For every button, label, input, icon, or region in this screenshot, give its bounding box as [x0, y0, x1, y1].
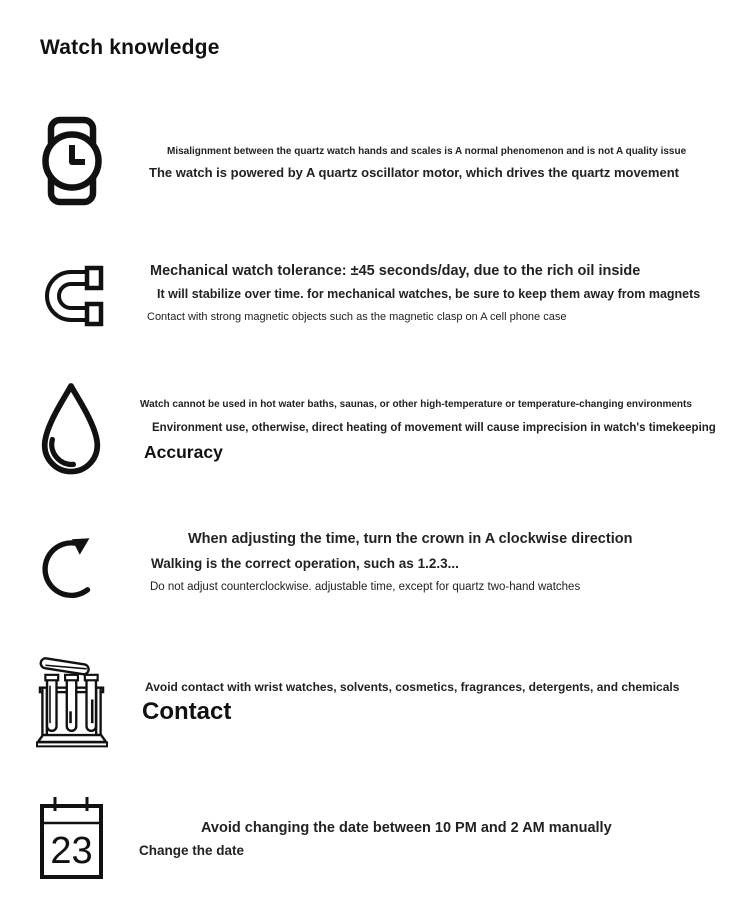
note-line: Contact with strong magnetic objects such as the magnetic clasp on A cell phone case: [147, 311, 567, 323]
section-heading: Change the date: [139, 843, 245, 858]
section-heading: Mechanical watch tolerance: ±45 seconds/day, due to the rich oil inside: [150, 263, 641, 279]
note-line: Environment use, otherwise, direct heating of movement will cause imprecision in watch's timekeeping: [152, 422, 716, 434]
section-heading: Avoid changing the date between 10 PM and 2 AM manually: [201, 820, 612, 836]
magnet-icon: [40, 265, 106, 327]
note-line: Do not adjust counterclockwise. adjustable time, except for quartz two-hand watches: [150, 581, 581, 593]
note-line: Watch cannot be used in hot water baths, saunas, or other high-temperature or temperature-changing environments: [140, 399, 692, 410]
note-line: It will stabilize over time. for mechanical watches, be sure to keep them away from magnets: [157, 287, 701, 301]
note-line: Avoid contact with wrist watches, solvents, cosmetics, fragrances, detergents, and chemicals: [145, 680, 680, 694]
page-title: Watch knowledge: [40, 36, 220, 59]
section-heading: When adjusting the time, turn the crown in A clockwise direction: [188, 531, 633, 547]
note-line: Misalignment between the quartz watch hands and scales is A normal phenomenon and is not A quality issue: [167, 146, 687, 157]
calendar-day-number: 23: [50, 830, 93, 872]
section-heading: The watch is powered by A quartz oscillator motor, which drives the quartz movement: [149, 165, 679, 180]
water-drop-icon: [38, 380, 104, 478]
calendar-icon: [40, 795, 103, 883]
wristwatch-icon: [42, 116, 102, 206]
section-heading: Accuracy: [144, 442, 223, 462]
note-line: Walking is the correct operation, such as 1.2.3...: [151, 556, 459, 571]
test-tubes-icon: [36, 650, 109, 749]
clockwise-arrow-icon: [36, 526, 106, 603]
section-heading: Contact: [142, 698, 232, 725]
